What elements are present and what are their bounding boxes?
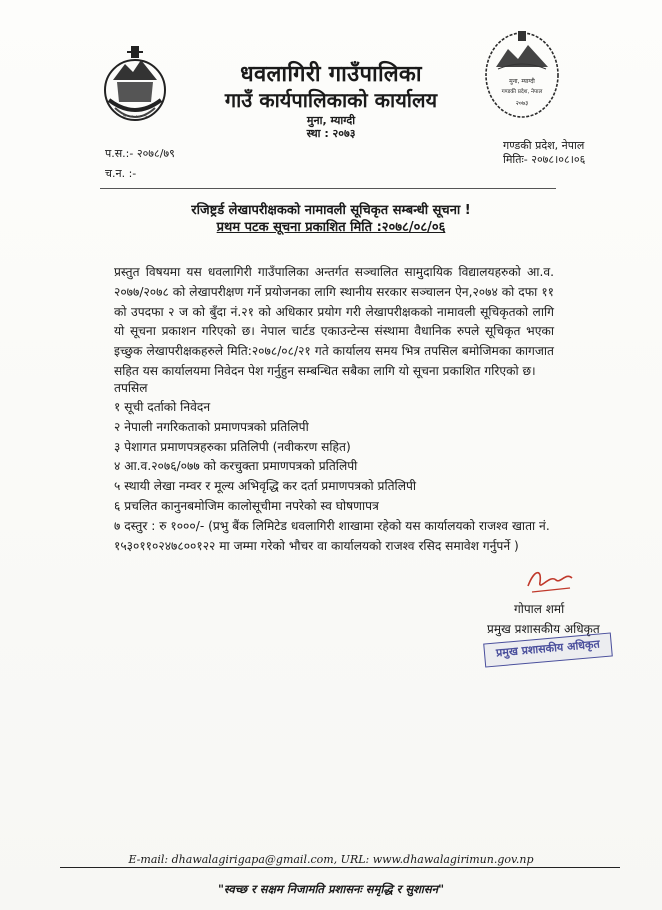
notice-body: प्रस्तुत विषयमा यस धवलागिरी गाउँपालिका अन्तर्गत सञ्चालित सामुदायिक विद्यालयहरुको आ.व. २०७७/२०७८ को लेखापरीक्षण गर्ने प्रयोजनका लागि स्थानीय सरकार सञ्चालन ऐन,२०७४ को दफा ११ को उपदफा २ ज को बुँदा नं.२१ को अधिकार प्रयोग गरी लेखापरीक्षकको नामावली सूचिकृतको लागि यो सूचना प्रकाशन गरिएको छ। नेपाल चार्टड एकाउन्टेन्स संस्थामा वैधानिक रुपले सूचिकृत भएका इच्छुक लेखापरीक्षकहरुले मिति:२०७८/०८/२१ गते कार्यालय समय भित्र तपसिल बमोजिमका कागजात सहित यस कार्यालयमा निवेदन पेश गर्नुहुन सम्बन्धित सबैका लागि यो सूचना प्रकाशित गरिएको छ। [114,265,554,378]
svg-text:गण्डकी प्रदेश, नेपाल: गण्डकी प्रदेश, नेपाल [501,89,543,95]
list-item: २ नेपाली नगरिकताको प्रमाणपत्रको प्रतिलिपी [114,419,309,434]
footer-contact: E-mail: dhawalagirigapa@gmail.com, URL: www.dhawalagirimun.gov.np [128,853,534,866]
svg-text:मुना, म्याग्दी: मुना, म्याग्दी [509,78,535,85]
list-item: ४ आ.व.२०७६/०७७ को करचुक्ता प्रमाणपत्रको प्रतिलिपी [114,459,358,474]
first-published-text: प्रथम पटक सूचना प्रकाशित मिति :२०७८/०८/०६ [216,220,446,235]
tapsil-label: तपसिल [114,381,148,395]
footer-motto: "स्वच्छ र सक्षम निजामति प्रशासनः समृद्धि र सुशासन" [217,882,445,896]
svg-text:२०७३: २०७३ [515,100,529,107]
svg-text:~~~~~~: ~~~~~~ [122,114,148,120]
first-published-line [0,217,662,235]
notice-subject: रजिष्ट्रर्ड लेखापरीक्षकको नामावली सूचिकृत सम्बन्धी सूचना ! [191,203,471,218]
list-item: ३ पेशागत प्रमाणपत्रहरुका प्रतिलिपी (नवीकरण सहित) [114,439,351,454]
signatory-name: गोपाल शर्मा [514,602,565,616]
letter-ref-ps: प.स.:- २०७८/७९ [105,147,175,160]
established-year: स्था : २०७३ [306,127,356,140]
list-item: १ सूची दर्ताको निवेदन [114,400,211,414]
list-item: ७ दस्तुर : रु १०००/- (प्रभु बैंक लिमिटेड धवलागिरी शाखामा रहेको यस कार्यालयको राजश्व खाता नं. [114,518,550,533]
office-name: धवलागिरी गाउँपालिका [240,62,422,87]
signatory-title: प्रमुख प्रशासकीय अधिकृत [487,622,600,636]
office-location: मुना, म्याग्दी [306,114,356,127]
list-item: १५३०११०२४७८००१२२ मा जम्मा गरेको भौचर वा कार्यालयको राजश्व रसिद समावेश गर्नुपर्ने ) [114,538,519,553]
list-item: ५ स्थायी लेखा नम्वर र मूल्य अभिवृद्धि कर दर्ता प्रमाणपत्रको प्रतिलिपी [114,479,417,494]
header-divider [100,188,556,189]
office-subtitle: गाउँ कार्यपालिकाको कार्यालय [224,88,438,112]
province-label: गण्डकी प्रदेश, नेपाल [503,139,585,152]
list-item: ६ प्रचलित कानुनबमोजिम कालोसूचीमा नपरेको स्व घोषणापत्र [114,498,379,513]
letter-ref-cn: च.न. :- [105,167,137,180]
official-stamp: प्रमुख प्रशासकीय अधिकृत [483,632,613,667]
footer-divider [60,867,620,868]
signature-scribble-icon [520,564,580,600]
required-documents-list [114,398,554,556]
letter-date: मितिः- २०७८।०८।०६ [503,153,586,166]
